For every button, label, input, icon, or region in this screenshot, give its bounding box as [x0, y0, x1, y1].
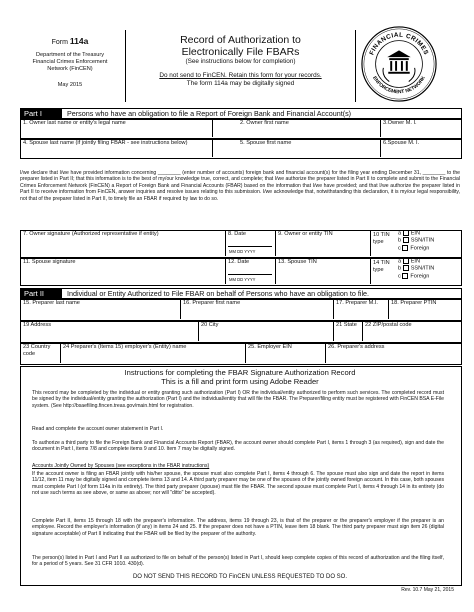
- zip-field[interactable]: 22 ZIP/postal code: [365, 322, 412, 328]
- employer-ein-field[interactable]: 25. Employer EIN: [248, 344, 292, 350]
- agency-line: Department of the Treasury: [35, 52, 105, 58]
- divider: [325, 343, 326, 363]
- divider: [333, 321, 334, 341]
- divider: [275, 230, 276, 256]
- preparer-mi-field[interactable]: 17. Preparer M.I.: [336, 300, 378, 306]
- divider: [370, 230, 371, 256]
- preparer-signature-field[interactable]: 26. Preparer's address: [328, 344, 385, 350]
- revision-label: Rev. 10.7 May 21, 2015: [401, 587, 454, 593]
- state-field[interactable]: 21 State: [336, 322, 357, 328]
- divider: [388, 299, 389, 319]
- declaration-text: I/we declare that I/we have provided information concerning ________ (enter number of accounts) foreign bank and financial account(s) for the filing year ending December 31, ________ to the preparer listed in Part II; that this information is to the best of my/our knowledge true, correct, and complete; that I/we authorize the preparer listed in Part II to complete and submit to the Financial Crimes Enforcement Network (FinCEN) a Report of Foreign Bank and Financial Accounts (FBAR) based on the information that I/we have provided; and that I/we authorize the preparer listed in Part II to receive information from FinCEN, answer inquiries and resolve issues relating to this submission. I/we acknowledge that, notwithstanding this declaration, it is my/our legal responsibility, not that of the preparer listed in Part II, to timely file an FBAR if required by law to do so.: [20, 170, 460, 202]
- spouse-tin-ein-checkbox[interactable]: [403, 258, 409, 264]
- tin-foreign-checkbox[interactable]: [402, 245, 408, 251]
- instructions-p6: The person(s) listed in Part I and Part II as authorized to file on behalf of the person(s) listed in Part I, should keep complete copies of this record of authorization and the filing itself, for a period of 5 years. See 31 CFR 1010. 430(d).: [32, 555, 444, 568]
- divider: [225, 230, 226, 256]
- form-number: Form 114a: [51, 36, 89, 46]
- instructions-subtitle: This is a fill and print form using Adobe Reader: [161, 377, 319, 386]
- spouse-mi-field[interactable]: 6.Spouse M. I.: [383, 140, 420, 146]
- divider: [362, 321, 363, 341]
- header-divider: [355, 30, 356, 102]
- divider: [380, 119, 381, 137]
- form-title: Record of Authorization to: [180, 34, 301, 46]
- tin-type-label: 10 TIN: [373, 232, 390, 238]
- divider: [60, 343, 61, 363]
- tin-type-options: a EIN b SSN/ITIN c Foreign: [398, 230, 435, 252]
- part2-header: [20, 288, 462, 299]
- form-subtitle: (See instructions below for completion): [185, 58, 296, 65]
- tin-type-label: 14 TIN: [373, 260, 390, 266]
- owner-date-field[interactable]: 8. Date: [228, 231, 247, 237]
- owner-last-name-field[interactable]: 1. Owner last name or entity's legal name: [23, 120, 126, 126]
- owner-first-name-field[interactable]: 2. Owner first name: [240, 120, 289, 126]
- divider: [333, 299, 334, 319]
- divider: [245, 343, 246, 363]
- divider: [275, 258, 276, 284]
- divider: [380, 139, 381, 157]
- signature-notice: The form 114a may be digitally signed: [186, 80, 295, 87]
- spouse-date-field[interactable]: 12. Date: [228, 259, 250, 265]
- tin-type-label: type: [373, 239, 384, 245]
- preparer-first-name-field[interactable]: 16. Preparer first name: [183, 300, 241, 306]
- divider: [212, 139, 213, 157]
- date-format-hint: MM DD YYYY: [229, 277, 256, 282]
- divider: [225, 258, 226, 284]
- fincen-seal-icon: [360, 25, 438, 103]
- divider: [370, 258, 371, 284]
- tin-ein-checkbox[interactable]: [403, 230, 409, 236]
- spouse-tin-type-options: a EIN b SSN/ITIN c Foreign: [398, 258, 435, 280]
- form-date: May 2015: [57, 82, 83, 88]
- city-field[interactable]: 20 City: [201, 322, 219, 328]
- date-underline: [228, 246, 272, 247]
- instructions-p4: If the account owner is filing an FBAR jointly with his/her spouse, the spouse must also complete Part I, items 4 through 6. The spouse must also sign and date the report in items 11/12, item 11 may be digitally signed and complete items 13 and 14. A third party preparer may be one of the spouses of the jointly owned foreign account. In this case, both spouses must complete Part I (of form 114a in its entirety). The third party preparer (spouse) must file the FBAR. The second spouse must complete Part I, items 4 through 14 in its entirety (do not use such terms as see above, or same as above; nor will "ditto" be accepted).: [32, 471, 444, 497]
- svg-text:FINANCIAL CRIMES: FINANCIAL CRIMES: [368, 31, 430, 57]
- instructions-title: Instructions for completing the FBAR Signature Authorization Record: [124, 368, 356, 377]
- preparer-ptin-field[interactable]: 18. Preparer PTIN: [391, 300, 437, 306]
- part1-title: Persons who have an obligation to file a Report of Foreign Bank and Financial Account(s): [67, 109, 352, 118]
- spouse-tin-foreign-checkbox[interactable]: [402, 273, 408, 279]
- address-field[interactable]: 19 Address: [23, 322, 51, 328]
- country-code-field[interactable]: 23 Country code: [23, 344, 51, 357]
- spouse-tin-field[interactable]: 13. Spouse TIN: [278, 259, 317, 265]
- spouse-first-name-field[interactable]: 5. Spouse first name: [240, 140, 292, 146]
- instructions-p5: Complete Part II, items 15 through 18 with the preparer's information. The address, items 19 through 23, is that of the preparer or the preparer's employer if the preparer is an employee. Record the employer's information (if any) in items 24 and 25. If the preparer does not have a PTIN, leave item 18 blank. The third party preparer must sign item 26 (digital signature acceptable) of Part II indicating that the FBAR will be filed by the preparer of the authority.: [32, 518, 444, 537]
- header-left: [20, 38, 120, 89]
- owner-mi-field[interactable]: 3.Owner M. I.: [383, 120, 417, 126]
- employer-name-field[interactable]: 24 Preparer's (Items 15) employer's (Entity) name: [63, 344, 187, 350]
- owner-tin-field[interactable]: 9. Owner or entity TIN: [278, 231, 333, 237]
- retain-notice: Do not send to FinCEN. Retain this form for your records.: [159, 72, 322, 79]
- spouse-signature-field[interactable]: 11. Spouse signature: [23, 259, 76, 265]
- owner-signature-field[interactable]: 7. Owner signature (Authorized representative if entity): [23, 231, 159, 237]
- svg-text:ENFORCEMENT NETWORK: ENFORCEMENT NETWORK: [371, 75, 427, 96]
- agency-line: Network (FinCEN): [47, 66, 93, 72]
- preparer-last-name-field[interactable]: 15. Preparer last name: [23, 300, 80, 306]
- header-center: [128, 34, 353, 87]
- date-underline: [228, 274, 272, 275]
- part2-title: Individual or Entity Authorized to File FBAR on behalf of Persons who have an obligation to file.: [67, 289, 370, 298]
- spouse-tin-ssn-checkbox[interactable]: [403, 265, 409, 271]
- instructions-p2: Read and complete the account owner statement in Part I.: [32, 426, 164, 432]
- date-format-hint: MM DD YYYY: [229, 249, 256, 254]
- instructions-p1: This record may be completed by the individual or entity granting such authorization (Part I) OR the individual/entity authorized to perform such services. The completed record must be signed by the individual/entity granting the authorization (Part I) and the individual/entity that will file the FBAR. The Preparer/filing entity must be registered with FinCEN BSA E-File system. (See http://bsaefiling.fincen.treas.gov/main.html for registration.: [32, 390, 444, 409]
- spouse-last-name-field[interactable]: 4. Spouse last name (if jointly filing FBAR - see instructions below): [23, 140, 188, 146]
- agency-line: Financial Crimes Enforcement: [32, 59, 108, 65]
- divider: [180, 299, 181, 319]
- agency-block: [20, 52, 120, 73]
- divider: [212, 119, 213, 137]
- divider: [198, 321, 199, 341]
- footer-notice: DO NOT SEND THIS RECORD TO FinCEN UNLESS REQUESTED TO DO SO.: [132, 574, 348, 580]
- form-title: Electronically File FBARs: [181, 46, 300, 58]
- instructions-p4-heading: Accounts Jointly Owned by Spouses (see exceptions in the FBAR instructions): [32, 463, 210, 469]
- part1-tag: Part I: [21, 109, 62, 118]
- instructions-p3: To authorize a third party to file the Foreign Bank and Financial Accounts Report (FBAR), the account owner should complete Part I, items 1 through 3 (as required), sign and date the document in Part I, items 7/8 and complete items 9 and 10. Item 7 may be digitally signed.: [32, 440, 444, 453]
- part2-tag: Part II: [21, 289, 62, 298]
- part1-header: [20, 108, 462, 119]
- tin-type-label: type: [373, 267, 384, 273]
- header-divider: [125, 30, 126, 102]
- tin-ssn-checkbox[interactable]: [403, 237, 409, 243]
